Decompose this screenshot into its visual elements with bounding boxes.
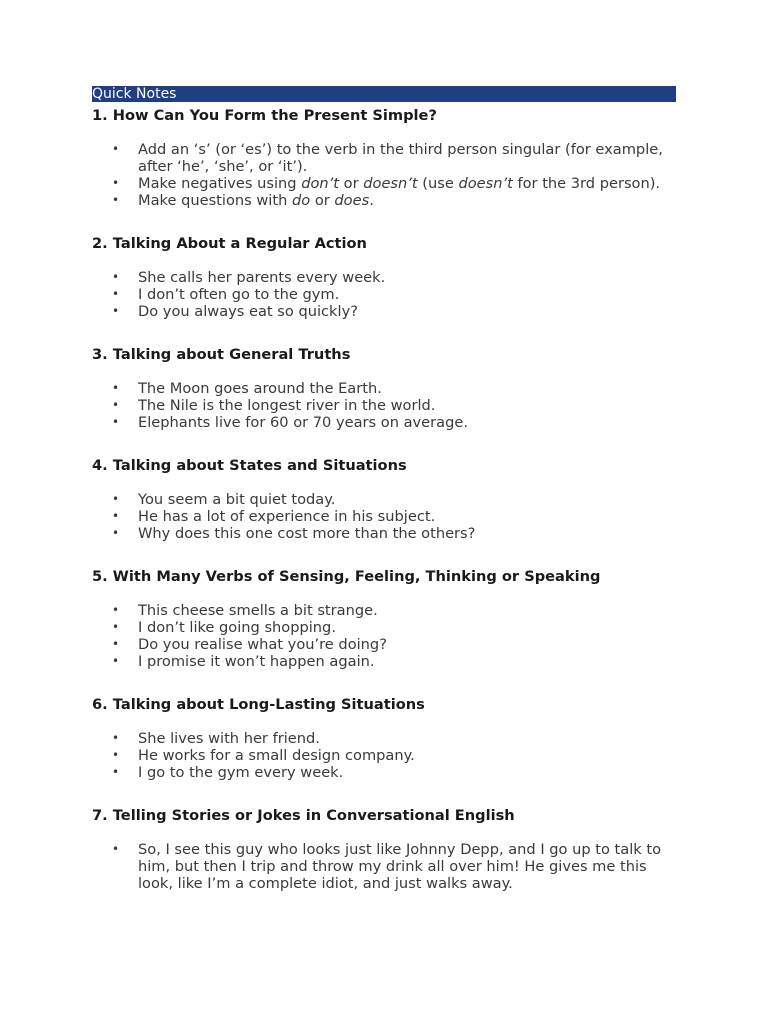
section-heading: 5. With Many Verbs of Sensing, Feeling, Thinking or Speaking	[92, 568, 601, 585]
bullet-icon: •	[112, 654, 120, 668]
section-4	[92, 457, 682, 542]
list-item-text: Elephants live for 60 or 70 years on average.	[138, 414, 468, 431]
emphasized-text: don’t	[301, 175, 340, 192]
bullet-list	[92, 841, 682, 892]
bullet-icon: •	[112, 304, 120, 318]
list-item-text: The Moon goes around the Earth.	[138, 380, 382, 397]
list-item-text: He has a lot of experience in his subject.	[138, 508, 436, 525]
list-item-text: Make questions with	[138, 192, 292, 209]
list-item-text: .	[369, 192, 374, 209]
list-item	[92, 397, 682, 414]
list-item-text: This cheese smells a bit strange.	[138, 602, 378, 619]
bullet-icon: •	[112, 193, 120, 207]
bullet-list	[92, 380, 682, 431]
bullet-icon: •	[112, 142, 120, 156]
bullet-icon: •	[112, 381, 120, 395]
list-item	[92, 141, 682, 175]
list-item-text: She lives with her friend.	[138, 730, 320, 747]
bullet-icon: •	[112, 526, 120, 540]
bullet-icon: •	[112, 509, 120, 523]
list-item-text: Add an ‘s’ (or ‘es’) to the verb in the third person singular (for example, after ‘he’, ‘she’, or ‘it’).	[138, 141, 663, 175]
list-item	[92, 269, 682, 286]
emphasized-text: do	[291, 192, 311, 209]
bullet-icon: •	[112, 398, 120, 412]
list-item	[92, 491, 682, 508]
bullet-icon: •	[112, 731, 120, 745]
section-heading: 4. Talking about States and Situations	[92, 457, 407, 474]
section-2	[92, 235, 682, 320]
list-item-text: So, I see this guy who looks just like Johnny Depp, and I go up to talk to him, but then I trip and throw my drink all over him! He gives me this look, like I’m a complete idiot, and just walks away.	[138, 841, 662, 892]
emphasized-text: doesn’t	[363, 175, 418, 192]
list-item	[92, 286, 682, 303]
list-item-text: Do you always eat so quickly?	[138, 303, 358, 320]
bullet-list	[92, 602, 682, 670]
list-item	[92, 747, 682, 764]
list-item-text: (use	[417, 175, 459, 192]
bullet-list	[92, 730, 682, 781]
list-item-text: Make negatives using	[138, 175, 302, 192]
bullet-list	[92, 269, 682, 320]
list-item-text: I promise it won’t happen again.	[138, 653, 375, 670]
bullet-list	[92, 141, 682, 209]
bullet-icon: •	[112, 842, 120, 856]
list-item-text: She calls her parents every week.	[138, 269, 386, 286]
emphasized-text: doesn’t	[458, 175, 513, 192]
bullet-icon: •	[112, 287, 120, 301]
list-item	[92, 653, 682, 670]
bullet-list	[92, 491, 682, 542]
list-item	[92, 414, 682, 431]
section-heading: 1. How Can You Form the Present Simple?	[92, 107, 437, 124]
list-item	[92, 764, 682, 781]
section-heading: 6. Talking about Long-Lasting Situations	[92, 696, 425, 713]
section-heading: 2. Talking About a Regular Action	[92, 235, 367, 252]
emphasized-text: does	[334, 192, 370, 209]
list-item	[92, 192, 682, 209]
section-heading: 3. Talking about General Truths	[92, 346, 351, 363]
bullet-icon: •	[112, 748, 120, 762]
list-item-text: or	[339, 175, 364, 192]
list-item-text: or	[310, 192, 335, 209]
list-item	[92, 175, 682, 192]
list-item	[92, 508, 682, 525]
section-heading: 7. Telling Stories or Jokes in Conversational English	[92, 807, 515, 824]
bullet-icon: •	[112, 620, 120, 634]
section-6	[92, 696, 682, 781]
list-item	[92, 730, 682, 747]
section-1	[92, 107, 682, 209]
bullet-icon: •	[112, 415, 120, 429]
list-item-text: He works for a small design company.	[138, 747, 415, 764]
list-item	[92, 525, 682, 542]
list-item	[92, 841, 682, 892]
list-item-text: The Nile is the longest river in the world.	[138, 397, 436, 414]
section-7	[92, 807, 682, 892]
list-item-text: for the 3rd person).	[512, 175, 661, 192]
list-item-text: I don’t often go to the gym.	[138, 286, 340, 303]
quick-notes-banner: Quick Notes	[92, 86, 676, 102]
list-item-text: You seem a bit quiet today.	[138, 491, 336, 508]
section-5	[92, 568, 682, 670]
list-item-text: I go to the gym every week.	[138, 764, 344, 781]
list-item	[92, 303, 682, 320]
list-item-text: Do you realise what you’re doing?	[138, 636, 387, 653]
list-item	[92, 619, 682, 636]
section-3	[92, 346, 682, 431]
bullet-icon: •	[112, 765, 120, 779]
bullet-icon: •	[112, 270, 120, 284]
bullet-icon: •	[112, 637, 120, 651]
list-item	[92, 380, 682, 397]
notes-content	[92, 106, 682, 892]
bullet-icon: •	[112, 492, 120, 506]
list-item-text: Why does this one cost more than the others?	[138, 525, 476, 542]
bullet-icon: •	[112, 176, 120, 190]
list-item	[92, 636, 682, 653]
bullet-icon: •	[112, 603, 120, 617]
list-item-text: I don’t like going shopping.	[138, 619, 336, 636]
list-item	[92, 602, 682, 619]
